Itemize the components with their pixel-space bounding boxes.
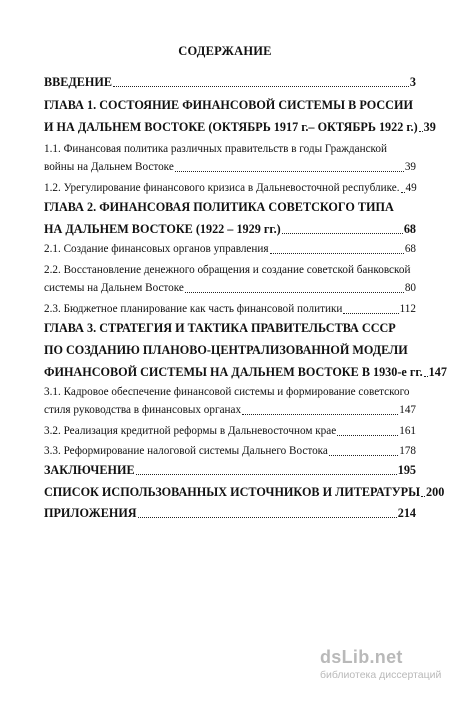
toc-entry-section-3-2[interactable] <box>44 426 416 437</box>
dot-leader <box>282 233 403 234</box>
dot-leader <box>138 517 397 518</box>
toc-entry-appendices[interactable] <box>44 507 416 519</box>
toc-entry-conclusion[interactable] <box>44 464 416 476</box>
dot-leader <box>270 253 404 254</box>
toc-entry-text: ВВЕДЕНИЕ <box>44 75 112 89</box>
toc-page-number: 147 <box>428 365 447 379</box>
toc-page-number: 161 <box>399 425 416 437</box>
toc-entry-text: ГЛАВА 3. СТРАТЕГИЯ И ТАКТИКА ПРАВИТЕЛЬСТВА СССР <box>44 321 396 335</box>
toc-entry-section-2-2-line-2[interactable] <box>44 283 416 294</box>
watermark-subtitle: библиотека диссертаций <box>320 669 442 681</box>
toc-entry-section-3-1-line-1[interactable] <box>44 387 416 398</box>
toc-entry-section-1-1-line-1[interactable] <box>44 144 416 155</box>
toc-entry-text: СПИСОК ИСПОЛЬЗОВАННЫХ ИСТОЧНИКОВ И ЛИТЕРАТУРЫ <box>44 485 421 499</box>
toc-entry-text: ПО СОЗДАНИЮ ПЛАНОВО-ЦЕНТРАЛИЗОВАННОЙ МОДЕЛИ <box>44 343 408 357</box>
dot-leader <box>421 496 425 497</box>
toc-entry-section-1-2[interactable] <box>44 183 416 194</box>
toc-page-number: 214 <box>397 506 416 520</box>
toc-entry-chapter-3-line-1[interactable] <box>44 322 416 334</box>
toc-page-number: 39 <box>423 120 436 134</box>
dot-leader <box>329 455 398 456</box>
toc-page-number: 68 <box>403 222 416 236</box>
toc-entry-text: 3.1. Кадровое обеспечение финансовой системы и формирование советского <box>44 386 410 398</box>
toc-entry-text: ФИНАНСОВОЙ СИСТЕМЫ НА ДАЛЬНЕМ ВОСТОКЕ В 1930-е гг. <box>44 365 423 379</box>
dot-leader <box>424 376 428 377</box>
toc-entry-text: войны на Дальнем Востоке <box>44 161 174 173</box>
toc-page-number: 3 <box>409 75 416 89</box>
toc-entry-chapter-2-line-1[interactable] <box>44 201 416 213</box>
toc-page-number: 80 <box>404 282 416 294</box>
toc-entry-text: ПРИЛОЖЕНИЯ <box>44 506 137 520</box>
toc-page-number: 200 <box>426 485 445 499</box>
toc-entry-text: ГЛАВА 2. ФИНАНСОВАЯ ПОЛИТИКА СОВЕТСКОГО ТИПА <box>44 200 394 214</box>
toc-entry-section-3-1-line-2[interactable] <box>44 405 416 416</box>
toc-entry-section-2-3[interactable] <box>44 304 416 315</box>
watermark-brand: dsLib.net <box>320 647 403 667</box>
toc-entry-bibliography[interactable] <box>44 485 445 499</box>
toc-entry-chapter-1-line-2[interactable] <box>44 120 436 134</box>
toc-entry-text: 2.1. Создание финансовых органов управления <box>44 243 269 255</box>
dot-leader <box>419 131 423 132</box>
toc-entry-section-1-1-line-2[interactable] <box>44 162 416 173</box>
toc-entry-text: 2.3. Бюджетное планирование как часть финансовой политики <box>44 303 343 315</box>
dot-leader <box>337 435 398 436</box>
watermark <box>320 647 450 681</box>
toc-page-number: 112 <box>399 303 416 315</box>
toc-page-number: 68 <box>404 243 416 255</box>
toc-page-number: 39 <box>404 161 416 173</box>
toc-entry-chapter-1-line-1[interactable] <box>44 99 416 111</box>
toc-entry-chapter-2-line-2[interactable] <box>44 223 416 235</box>
toc-entry-text: И НА ДАЛЬНЕМ ВОСТОКЕ (ОКТЯБРЬ 1917 г.– ОКТЯБРЬ 1922 г.) <box>44 120 418 134</box>
dot-leader <box>343 313 398 314</box>
dot-leader <box>185 292 404 293</box>
toc-entry-chapter-3-line-3[interactable] <box>44 365 447 379</box>
toc-entry-text: ЗАКЛЮЧЕНИЕ <box>44 463 135 477</box>
toc-entry-section-3-3[interactable] <box>44 446 416 457</box>
toc-page-number: 49 <box>405 182 417 194</box>
toc-page-number: 147 <box>399 404 416 416</box>
toc-entry-chapter-3-line-2[interactable] <box>44 344 416 356</box>
dot-leader <box>113 86 409 87</box>
toc-entry-text: 1.2. Урегулирование финансового кризиса в Дальневосточной республике. <box>44 182 400 194</box>
toc-page-number: 195 <box>397 463 416 477</box>
toc-entry-text: 1.1. Финансовая политика различных правительств в годы Гражданской <box>44 143 387 155</box>
toc-entry-section-2-1[interactable] <box>44 244 416 255</box>
toc-entry-text: системы на Дальнем Востоке <box>44 282 184 294</box>
page-title: СОДЕРЖАНИЕ <box>178 44 272 58</box>
toc-entry-text: ГЛАВА 1. СОСТОЯНИЕ ФИНАНСОВОЙ СИСТЕМЫ В РОССИИ <box>44 98 413 112</box>
dot-leader <box>242 414 398 415</box>
dot-leader <box>401 192 405 193</box>
toc-page-number: 178 <box>399 445 416 457</box>
toc-entry-text: 2.2. Восстановление денежного обращения и создание советской банковской <box>44 264 411 276</box>
toc-entry-text: стиля руководства в финансовых органах <box>44 404 242 416</box>
toc-entry-text: 3.2. Реализация кредитной реформы в Дальневосточном крае <box>44 425 337 437</box>
dot-leader <box>136 474 397 475</box>
toc-entry-section-2-2-line-1[interactable] <box>44 265 416 276</box>
dot-leader <box>175 171 404 172</box>
toc-entry-text: 3.3. Реформирование налоговой системы Дальнего Востока <box>44 445 328 457</box>
toc-entry-text: НА ДАЛЬНЕМ ВОСТОКЕ (1922 – 1929 гг.) <box>44 222 281 236</box>
toc-entry-introduction[interactable] <box>44 76 416 88</box>
